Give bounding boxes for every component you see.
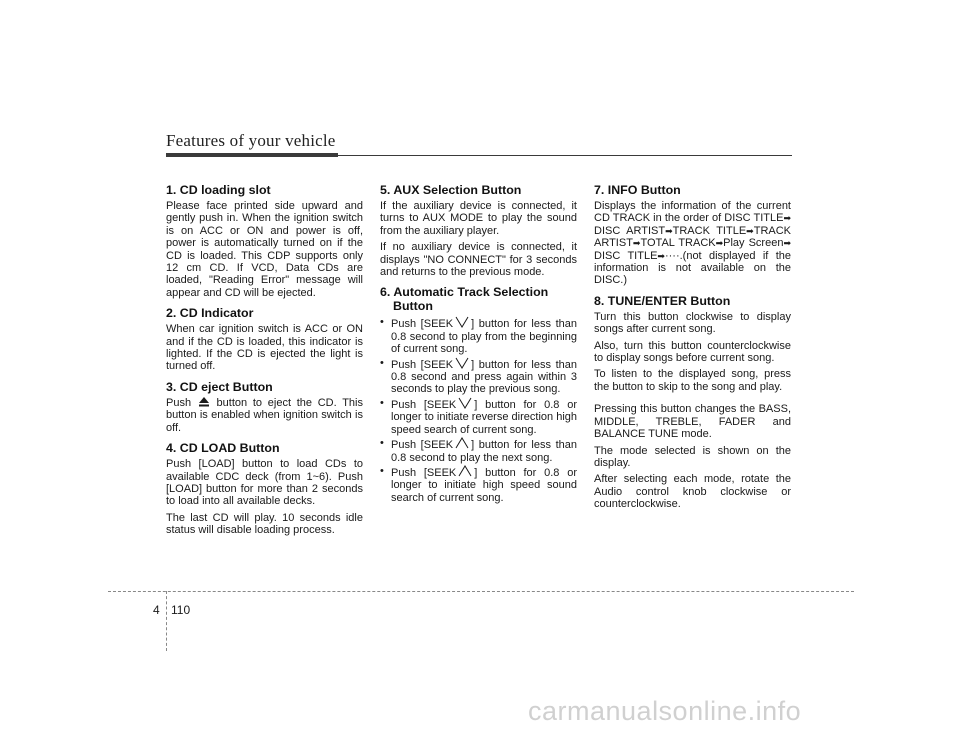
info-text: DISC ARTIST (594, 224, 666, 237)
seek-up-icon (457, 465, 473, 477)
section-body: Push [LOAD] button to load CDs to available CDC deck (from 1~6). Push [LOAD] button for more than 2 seconds to load into all available decks. (166, 458, 363, 508)
info-text: DISC TITLE (594, 249, 658, 262)
body-post: button to eject the CD. This button is enabled when ignition switch is off. (166, 396, 363, 434)
section-body: The last CD will play. 10 seconds idle status will disable loading process. (166, 511, 363, 537)
section-body: Also, turn this button counterclockwise to display songs before current song. (594, 339, 791, 365)
section-aux (380, 183, 577, 278)
column-middle (380, 183, 577, 511)
section-heading: 7. INFO Button (594, 183, 681, 197)
header-rule-thick (166, 153, 338, 157)
column-right (594, 183, 791, 518)
arrow-right-icon: ➡ (657, 250, 665, 261)
info-text: TOTAL TRACK (640, 237, 716, 250)
chapter-number: 4 (153, 603, 160, 617)
info-text: TRACK ARTIST (594, 224, 791, 250)
section-auto-track (380, 285, 577, 504)
section-body: If no auxiliary device is connected, it displays "NO CONNECT" for 3 seconds and returns to the previous mode. (380, 241, 577, 279)
list-item (380, 357, 577, 396)
bullet-prefix: Push [SEEK (391, 439, 454, 452)
section-cd-loading-slot (166, 183, 363, 299)
section-body (594, 200, 791, 287)
info-text: ····.(not displayed if the information is not available on the DISC.) (594, 249, 791, 287)
section-body: Turn this button clockwise to display songs after current song. (594, 310, 791, 336)
section-body: When car ignition switch is ACC or ON and if the CD is loaded, this indicator is lighted. If the CD is ejected the light is turned off. (166, 323, 363, 373)
info-text: Play Screen (723, 237, 784, 250)
page-number: 110 (171, 603, 191, 617)
arrow-right-icon: ➡ (746, 225, 754, 236)
section-heading: 3. CD eject Button (166, 379, 273, 394)
seek-down-icon (454, 316, 470, 328)
section-heading: 6. Automatic Track Selection Button (380, 285, 549, 314)
seek-up-icon (454, 437, 470, 449)
bullet-text: ] button for less than 0.8 second and press again within 3 seconds to play the previous song. (391, 358, 577, 396)
arrow-right-icon: ➡ (783, 238, 791, 249)
bullet-prefix: Push [SEEK (391, 398, 457, 411)
bullet-prefix: Push [SEEK (391, 358, 454, 371)
watermark: carmanualsonline.info (528, 696, 802, 726)
section-body: If the auxiliary device is connected, it turns to AUX MODE to play the sound from the auxiliary player. (380, 200, 577, 237)
eject-icon (199, 397, 209, 407)
bullet-text: ] button for less than 0.8 second to play the next song. (391, 439, 577, 464)
section-heading: 8. TUNE/ENTER Button (594, 293, 731, 308)
info-text: Displays the information of the current CD TRACK in the order of DISC TITLE (594, 200, 791, 225)
section-heading: 1. CD loading slot (166, 183, 271, 197)
section-info (594, 183, 791, 287)
arrow-right-icon: ➡ (665, 225, 673, 236)
body-pre: Push (166, 396, 192, 409)
seek-down-icon (454, 357, 470, 369)
seek-bullet-list (380, 316, 577, 504)
column-left (166, 183, 363, 544)
section-cd-load (166, 441, 363, 536)
section-body: The mode selected is shown on the display. (594, 444, 791, 469)
section-cd-indicator (166, 306, 363, 373)
bullet-prefix: Push [SEEK (391, 318, 454, 331)
section-body: Please face printed side upward and gently push in. When the ignition switch is on ACC or ON and power is off, power is automatically turned on if the CD is loaded. This CDP supports only 12 cm CD. If VCD, Data CDs are loaded, "Reading Error" message will appear and CD will be ejected. (166, 200, 363, 299)
section-body: After selecting each mode, rotate the Audio control knob clockwise or counterclockwise. (594, 473, 791, 511)
bullet-text: ] button for 0.8 or longer to initiate reverse direction high speed search of current song. (391, 398, 577, 436)
list-item (380, 465, 577, 504)
section-heading: 5. AUX Selection Button (380, 183, 522, 197)
arrow-right-icon: ➡ (632, 238, 641, 249)
seek-down-icon (457, 397, 473, 409)
section-heading: 4. CD LOAD Button (166, 441, 280, 456)
header-rule-thin (338, 155, 792, 156)
section-heading: 2. CD Indicator (166, 306, 254, 321)
bullet-prefix: Push [SEEK (391, 466, 457, 479)
footer-rule (108, 591, 854, 592)
list-item (380, 397, 577, 436)
list-item (380, 437, 577, 464)
section-body (166, 397, 363, 434)
arrow-right-icon: ➡ (715, 238, 724, 249)
bullet-text: ] button for 0.8 or longer to initiate high speed sound search of current song. (391, 466, 577, 504)
section-tune-enter (594, 294, 791, 511)
section-body: To listen to the displayed song, press the button to skip to the song and play. (594, 368, 791, 393)
list-item (380, 316, 577, 355)
info-text: TRACK TITLE (672, 224, 747, 237)
page-header-title: Features of your vehicle (166, 131, 336, 150)
footer-vertical-rule (166, 591, 167, 651)
section-body: Pressing this button changes the BASS, MIDDLE, TREBLE, FADER and BALANCE TUNE mode. (594, 403, 791, 441)
bullet-text: ] button for less than 0.8 second to play from the beginning of current song. (391, 318, 577, 356)
arrow-right-icon: ➡ (783, 213, 791, 224)
section-cd-eject (166, 380, 363, 434)
